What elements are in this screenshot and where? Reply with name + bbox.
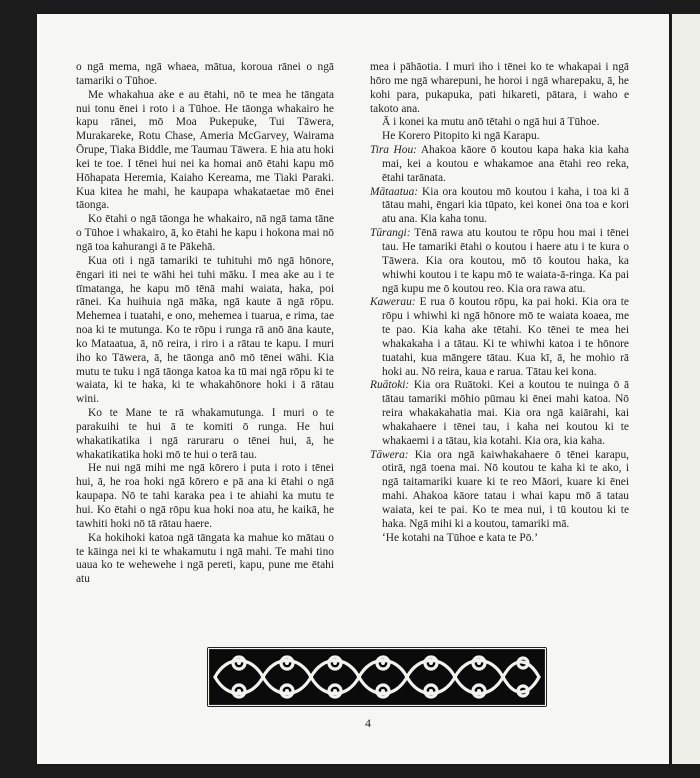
paragraph: He Korero Pitopito ki ngā Karapu. — [382, 130, 540, 143]
club-note-paragraph — [370, 186, 629, 228]
paragraph: Me whakahua ake e au ētahi, nō te mea he tāngata nui tonu ēnei i roto i a Tūhoe. He tāonga whakairo he kapu rānei, mō Moa Pukepuke, Tui Tāwera, Murakareke, Rotu Chase, Ameria McGarvey, Wairama Ōrupe, Tiaka Biddle, me Taumau Tāwera. E hia atu hoki kei te toe. I tēnei hui nei ka homai anō ētahi kapu mō Hōhapata Heremia, Kaiaho Kereama, me Tiaki Paraki. Kua kitea he mahi, he kaupapa whakataetae mō ēnei tāonga. — [76, 88, 334, 212]
club-name: Ruātoki: — [370, 379, 410, 392]
club-note-text: Kia ora ngā kaiwhakahaere ō tēnei karapu, otirā, ngā toena mai. Nō koutou te kaha ki te ako, i ngā taitamariki kuare ki te reo Māori, kuare ki ēnei mahi. Ahakoa kāore tatau i whai kapu mō ā tatau waiata, kei te pai. Ko te mea nui, i tū koutou ki te haka. Ngā mihi ki a koutou, tamariki mā. — [382, 448, 629, 530]
club-note-paragraph — [370, 296, 629, 379]
club-name: Mātaatua: — [370, 185, 419, 198]
club-note-text: Kia ora Ruātoki. Kei a koutou te nuinga ō ā tātau tamariki mōhio pūmau ki ēnei mahi katoa. Nō reira whakakahatia mai. Kia ora ngā kaiārahi, kai whakahaere i tēnei tau, i kaha nei koutou ki te whakaemi i a tātau, kia kotahi. Kia ora, kia kaha. — [382, 379, 629, 447]
club-note-text: Tēnā rawa atu koutou te rōpu hou mai i tēnei tau. He tamariki ētahi o koutou i haere atu i te kura o Tāwera. Kia ora koutou, mō tō koutou haka, ka whiwhi koutou i te kapu mō te waiata-ā-ringa. Ka pai ngā kupu me ō koutou reo. Kia ora rawa atu. — [382, 227, 629, 295]
paragraph: Ka hokihoki katoa ngā tāngata ka mahue ko mātau o te kāinga nei ki te whakamutu i ngā mahi. Te mahi tino uaua ko te wehewehe i ngā pereti, kapu, pune me ētahi atu — [76, 531, 334, 586]
club-note-paragraph — [370, 449, 629, 532]
paragraph: mea i pāhāotia. I muri iho i tēnei ko te whakapai i ngā hōro me ngā wharepuni, he horoi i ngā wharepaku, ā, he kohi para, pukapuka, pati hikareti, pātara, i waho e takoto ana. — [370, 61, 629, 115]
club-name: Tāwera: — [370, 448, 409, 461]
club-note-text: Ahakoa kāore ō koutou kapa haka kia kaha mai, kei a koutou e whakamoe ana ētahi reo reka, ētahi tarānata. — [382, 144, 629, 184]
paragraph: He nui ngā mihi me ngā kōrero i puta i roto i tēnei hui, ā, he roa hoki ngā kōrero e pā ana ki ētahi o ngā kaupapa. Nō te tahi karaka pea i te ahiahi ka mutu te hui. Ko ētahi o ngā rōpu kua hoki noa atu, he kaikā, he tawhiti hoki nō tā rātau haere. — [76, 462, 334, 530]
left-text-column — [76, 61, 334, 587]
right-text-column — [370, 61, 629, 546]
kowhaiwhai-ornament — [207, 647, 547, 707]
club-name: Tūrangi: — [370, 227, 411, 240]
paragraph: Ko ētahi o ngā tāonga he whakairo, nā ngā tama tāne o Tūhoe i whakairo, ā, ko ētahi he kapu i hokona mai nō ngā toa kahurangi ā te Pākehā. — [76, 213, 334, 253]
club-note-paragraph — [370, 144, 629, 186]
next-page-edge — [672, 14, 700, 764]
club-note-paragraph — [370, 227, 629, 296]
paragraph: o ngā mema, ngā whaea, mātua, koroua rānei o ngā tamariki o Tūhoe. — [76, 61, 334, 87]
paragraph: ‘He kotahi na Tūhoe e kata te Pō.’ — [382, 531, 539, 544]
club-note-paragraph — [370, 379, 629, 448]
club-name: Tira Hou: — [370, 144, 417, 157]
club-note-text: Kia ora koutou mō koutou i kaha, i toa ki ā tātau mahi, ēngari kia tūpato, kei konei ōna toa e kori atu ana. Kia kaha tonu. — [382, 185, 629, 226]
paragraph: Ko te Mane te rā whakamutunga. I muri o te parakuihi te hui ā te komiti ō runga. He hui whakatikatika i ngā raruraru o tēnei hui, ā, he whakatikatika hoki mō te hui o terā tau. — [76, 407, 334, 461]
club-name: Kawerau: — [370, 296, 416, 309]
paragraph: Kua oti i ngā tamariki te tuhituhi mō ngā hōnore, ēngari iti nei te wāhi hei tuhi māku. I mea ake au i te tīmatanga, he kapu mō tēnā mahi waiata, haka, poi rānei. Ka huihuia ngā māka, ngā kaute ā ngā rōpu. Mehemea i tuatahi, e ono, mehemea i tuarua, e rima, tae noa ki te mutunga. Ko te rōpu i runga rā anō āna kaute, ko Mataatua, ā, nō reira, i riro i a rātau te kapu. I muri iho ko Tāwera, ā, he tāonga anō mō tēnei wāhi. Kia mutu te tuku i ngā tāonga katoa ka tū mai ngā rōpu ki te waiata, ki te haka, ki te whakahōnore hoki i ā rātau wini. — [76, 254, 334, 406]
paragraph: Ā i konei ka mutu anō tētahi o ngā hui ā Tūhoe. — [382, 116, 600, 129]
club-note-text: E rua ō koutou rōpu, ka pai hoki. Kia ora te rōpu i whiwhi ki ngā hōnore mō te waiata koaea, me te pao. Kia kaha ake tētahi. Ko tēnei te mea hei whakakaha i a tātau. Ki te whiwhi katoa i te hōnore tuatahi, kua māngere tātau. Kua kī, ā, he mohio rā hoki au. Nō reira, kaua e rarua. Tātau kei kona. — [382, 296, 629, 378]
page-number: 4 — [365, 716, 371, 730]
